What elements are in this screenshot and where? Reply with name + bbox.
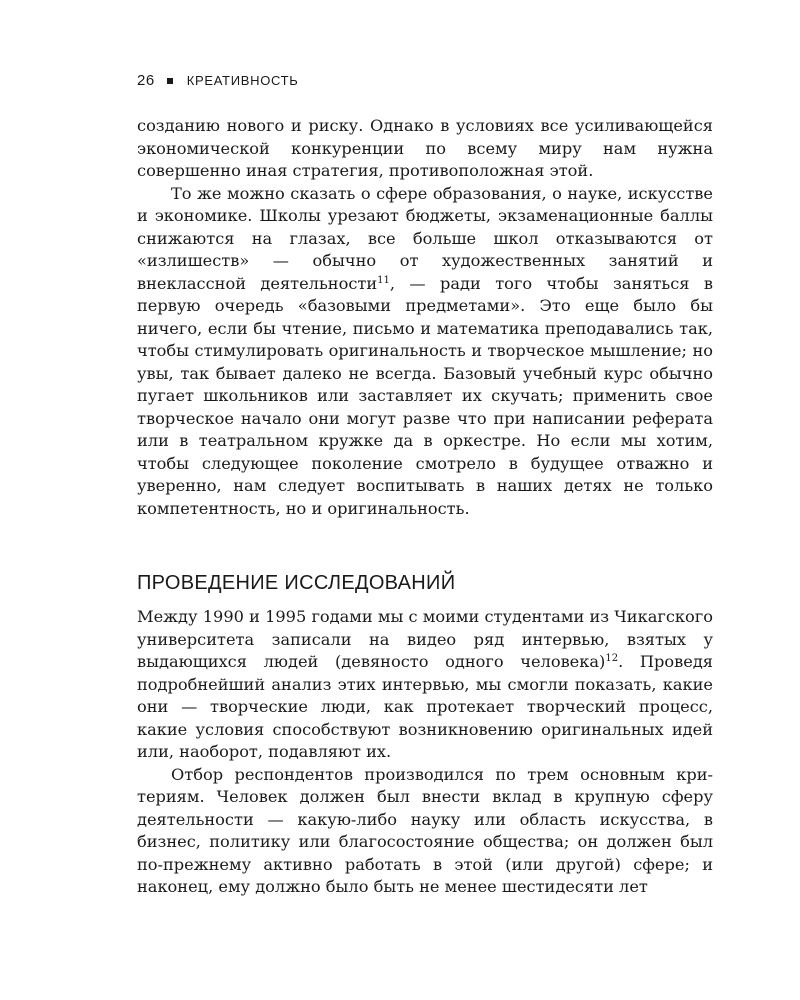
page-number: 26 [137,72,155,89]
separator-square-icon [167,78,173,84]
chapter-title: КРЕАТИВНОСТЬ [186,73,299,88]
body-text-section-2 [137,606,713,899]
running-head [137,72,299,89]
paragraph-continued: созданию нового и риску. Однако в условиях все усиливающейся экономической конкуренции по всему миру нам нужна совершенно иная стратегия, противоположная этой. [137,116,713,180]
footnote-marker-12[interactable]: 12 [605,653,619,664]
paragraph-text: , — ради того чтобы заняться в первую очередь «базовыми предметами». Это еще было бы ничего, если бы чтение, письмо и математика преподавались так, чтобы стимулировать оригинальность и творческое мышление; но увы, так бывает далеко не всегда. Базовый учебный курс обычно пугает школьников или заставляет их скучать; применить свое творческое начало они могут разве что при написании реферата или в театральном кружке да в оркестре. Но если мы хотим, чтобы следующее поколение смотрело в будущее отважно и уверенно, нам следует воспитывать в наших детях не только компетентность, но и оригинальность. [137,273,714,518]
paragraph-text: . Проведя подробнейший анализ этих интервью, мы смогли показать, какие они — творческие люди, как протекает творческий процесс, какие условия способствуют возникновению оригинальных идей или, наоборот, подавляют их. [137,652,713,761]
paragraph-education [137,183,713,521]
body-text-section-1 [137,115,713,520]
section-heading: ПРОВЕДЕНИЕ ИССЛЕДОВАНИЙ [137,572,456,594]
footnote-marker-11[interactable]: 11 [377,274,390,286]
paragraph-selection-criteria: Отбор респондентов производился по трем основным критериям. Человек должен был внести вклад в крупную сферу деятельности — какую-либо науку или область искусства, в бизнес, политику или благосостояние общества; он должен был по-прежнему активно работать в этой (или другой) сфере; и наконец, ему должно было быть не менее шестидесяти лет [137,764,713,896]
paragraph-text: То же можно сказать о сфере образования, о науке, искусстве и экономике. Школы урезают бюджеты, экзаменационные баллы снижаются на глазах, все больше школ отказываются от «излишеств» — обычно от художественных занятий и внеклассной деятельности [137,183,713,293]
paragraph-text: Между 1990 и 1995 годами мы с моими студентами из Чикагского университета записали на видео ряд интервью, взятых у выдающихся людей (девяносто одного человека) [137,607,713,671]
paragraph-interviews [137,606,713,764]
